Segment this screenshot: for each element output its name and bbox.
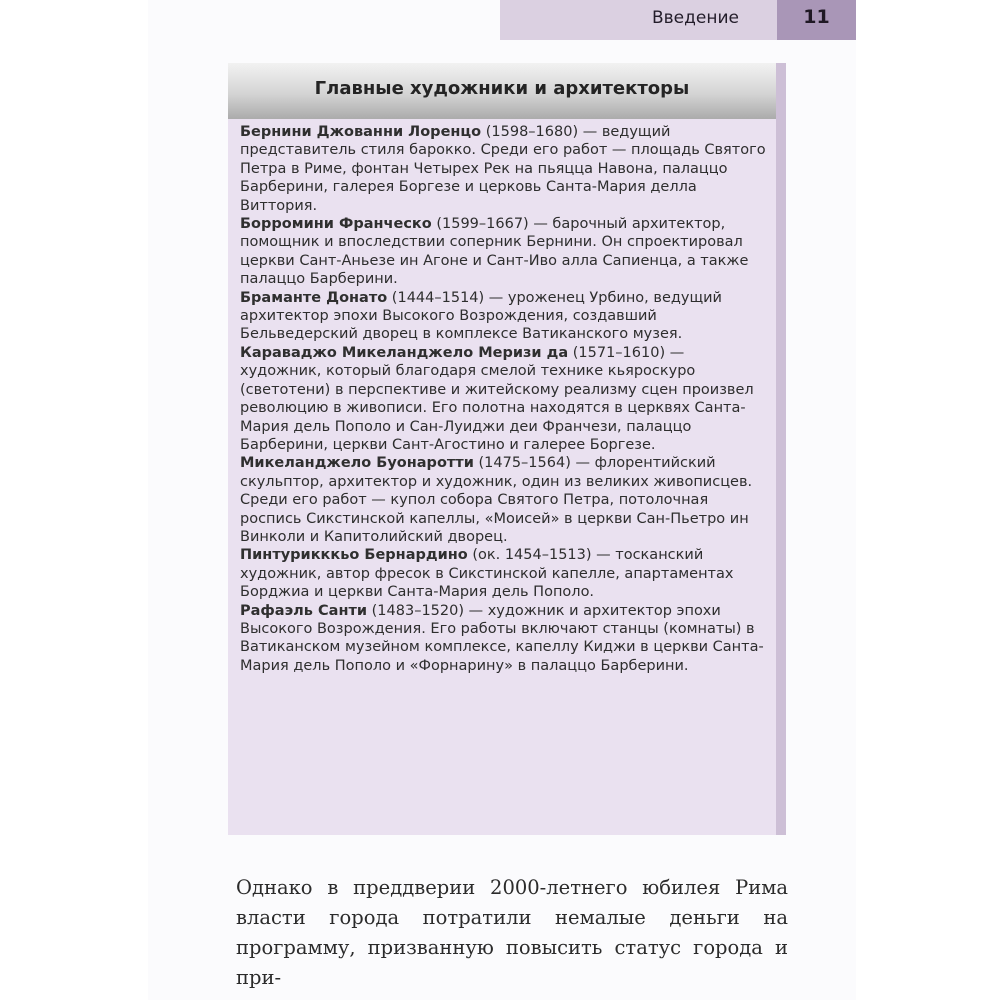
entry-raphael xyxy=(240,602,766,676)
entry-name: Пинтурикккьо Бернардино xyxy=(240,547,468,564)
entry-text: (ок. 1454–1513) — тосканский художник, автор фресок в Сикстинской капелле, апартаментах Борджиа и церкви Санта-Мария дель Пополо. xyxy=(240,547,734,601)
entry-name: Бернини Джованни Лоренцо xyxy=(240,124,482,140)
entry-name: Караваджо Микеланджело Меризи да xyxy=(240,344,569,361)
entry-name: Микеланджело Буонаротти xyxy=(240,455,474,472)
entry-caravaggio xyxy=(240,344,766,454)
entries-list xyxy=(240,123,766,675)
entry-name: Борромини Франческо xyxy=(240,216,432,233)
body-paragraph: Однако в преддверии 2000-летнего юбилея Рима власти города потратили немалые деньги на программу, призванную повысить статус города и при- xyxy=(236,876,788,989)
entry-bernini xyxy=(240,123,766,215)
entry-text: (1475–1564) — флорентийский скульптор, архитектор и художник, один из великих живописцев. Среди его работ — купол собора Святого Петра, потолочная роспись Сикстинской капеллы, «Моисей» в церкви Сан-Пьетро ин Винколи и Капитолийский дворец. xyxy=(240,455,753,545)
entry-text: (1571–1610) — художник, который благодаря смелой технике кьяроскуро (светотени) в перспективе и житейскому реализму сцен произвел революцию в живописи. Его полотна находятся в церквях Санта-Мария дель Пополо и Сан-Луиджи деи Франчези, палаццо Барберини, церкви Сант-Агостино и галерее Боргезе. xyxy=(240,344,754,453)
entry-borromini xyxy=(240,215,766,289)
entry-name: Браманте Донато xyxy=(240,289,388,306)
entry-michelangelo xyxy=(240,454,766,546)
page-number: 11 xyxy=(803,6,830,28)
entry-name: Рафаэль Санти xyxy=(240,602,368,619)
entry-text: (1444–1514) — уроженец Урбино, ведущий архитектор эпохи Высокого Возрождения, создавший Бельведерский дворец в комплексе Ватиканского музея. xyxy=(240,289,722,343)
entry-pinturicchio xyxy=(240,546,766,601)
section-label: Введение xyxy=(652,8,739,28)
sidebar-header xyxy=(228,63,776,119)
artists-sidebar xyxy=(228,63,786,835)
entry-text: (1483–1520) — художник и архитектор эпохи Высокого Возрождения. Его работы включают станцы (комнаты) в Ватиканском музейном комплексе, капеллу Киджи в церкви Санта-Мария дель Пополо и «Форнарину» в палаццо Барберини. xyxy=(240,602,764,674)
entry-text: (1599–1667) — барочный архитектор, помощник и впоследствии соперник Бернини. Он спроектировал церкви Сант-Аньезе ин Агоне и Сант-Иво алла Сапиенца, а также палаццо Барберини. xyxy=(240,216,749,288)
entry-bramante xyxy=(240,289,766,344)
entry-text: (1598–1680) — ведущий представитель стиля барокко. Среди его работ — площадь Святого Петра в Риме, фонтан Четырех Рек на пьяцца Навона, палаццо Барберини, галерея Боргезе и церковь Санта-Мария делла Виттория. xyxy=(240,124,766,214)
sidebar-title: Главные художники и архитекторы xyxy=(314,78,690,99)
